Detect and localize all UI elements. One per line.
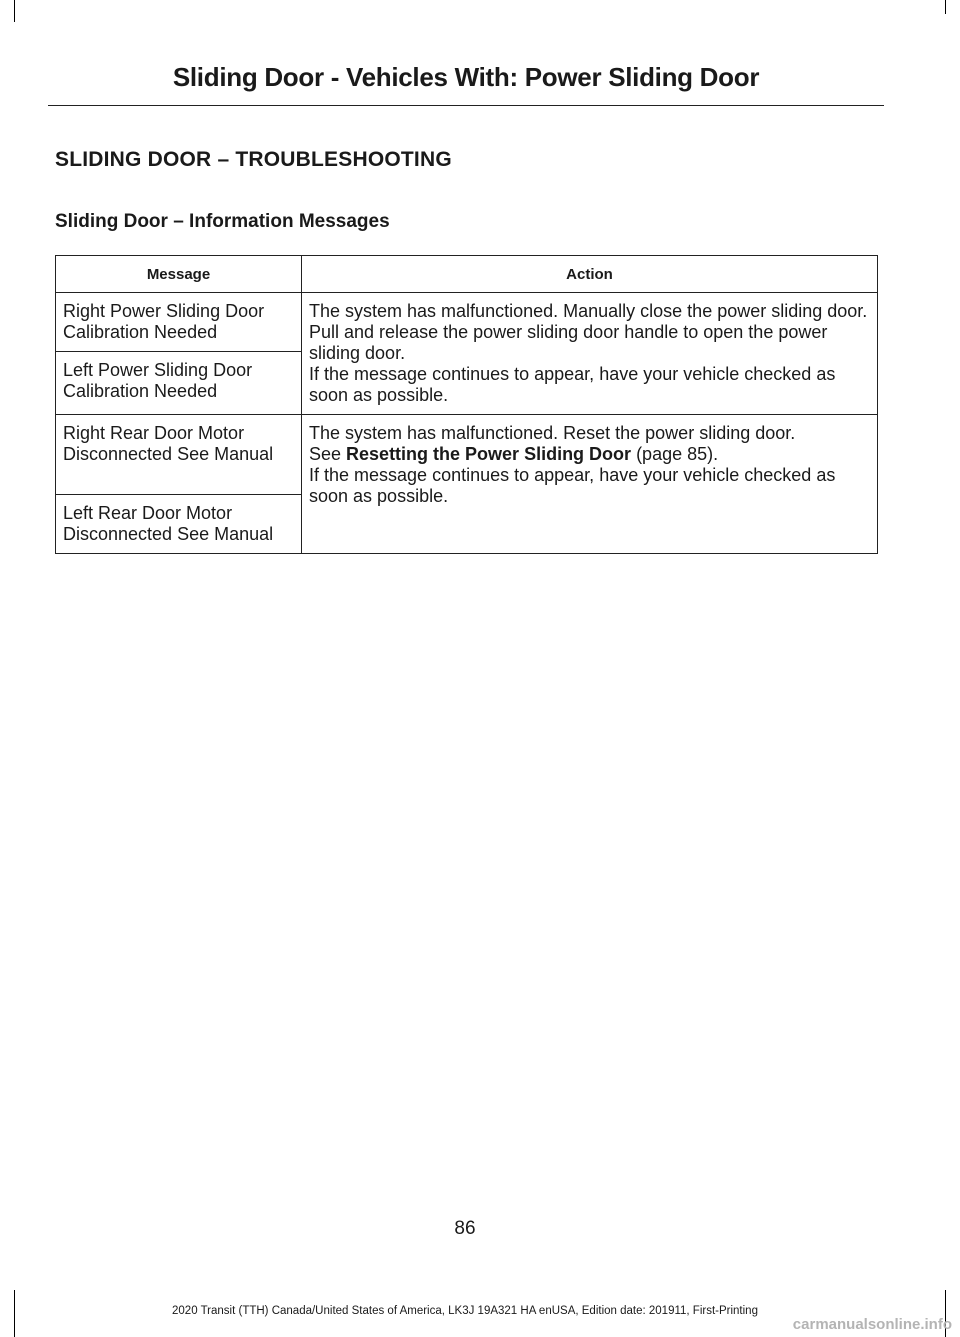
footer-edition-text: 2020 Transit (TTH) Canada/United States of America, LK3J 19A321 HA enUSA, Edition date: 201911, First-Printing [172, 1305, 758, 1317]
crop-mark-top-left [14, 0, 15, 22]
action-cell [302, 293, 878, 415]
table-row [56, 293, 878, 352]
subsection-heading: Sliding Door – Information Messages [55, 211, 390, 232]
message-cell: Left Power Sliding Door Calibration Needed [56, 352, 302, 415]
action-text: The system has malfunctioned. Manually close the power sliding door. Pull and release the power sliding door handle to open the power sliding door. [309, 301, 868, 363]
column-header-action: Action [302, 256, 878, 293]
message-cell: Right Power Sliding Door Calibration Needed [56, 293, 302, 352]
see-reference [309, 444, 871, 465]
crop-mark-right-top [945, 0, 946, 14]
cross-reference-link[interactable]: Resetting the Power Sliding Door [346, 444, 632, 464]
page-reference: (page 85). [631, 444, 719, 464]
message-cell: Right Rear Door Motor Disconnected See Manual [56, 415, 302, 495]
page-header-title: Sliding Door - Vehicles With: Power Sliding Door [172, 62, 760, 92]
watermark: carmanualsonline.info [792, 1316, 952, 1333]
page-number: 86 [454, 1218, 476, 1239]
message-cell: Left Rear Door Motor Disconnected See Manual [56, 495, 302, 554]
action-cell [302, 415, 878, 554]
action-text: The system has malfunctioned. Reset the power sliding door. [309, 423, 796, 443]
action-text: If the message continues to appear, have your vehicle checked as soon as possible. [309, 465, 836, 506]
column-header-message: Message [56, 256, 302, 293]
information-messages-table [55, 255, 878, 554]
action-text: If the message continues to appear, have your vehicle checked as soon as possible. [309, 364, 836, 405]
table-row [56, 415, 878, 495]
table-header-row [56, 256, 878, 293]
see-prefix: See [309, 444, 347, 464]
section-heading: SLIDING DOOR – TROUBLESHOOTING [55, 148, 452, 171]
header-divider [48, 105, 884, 106]
